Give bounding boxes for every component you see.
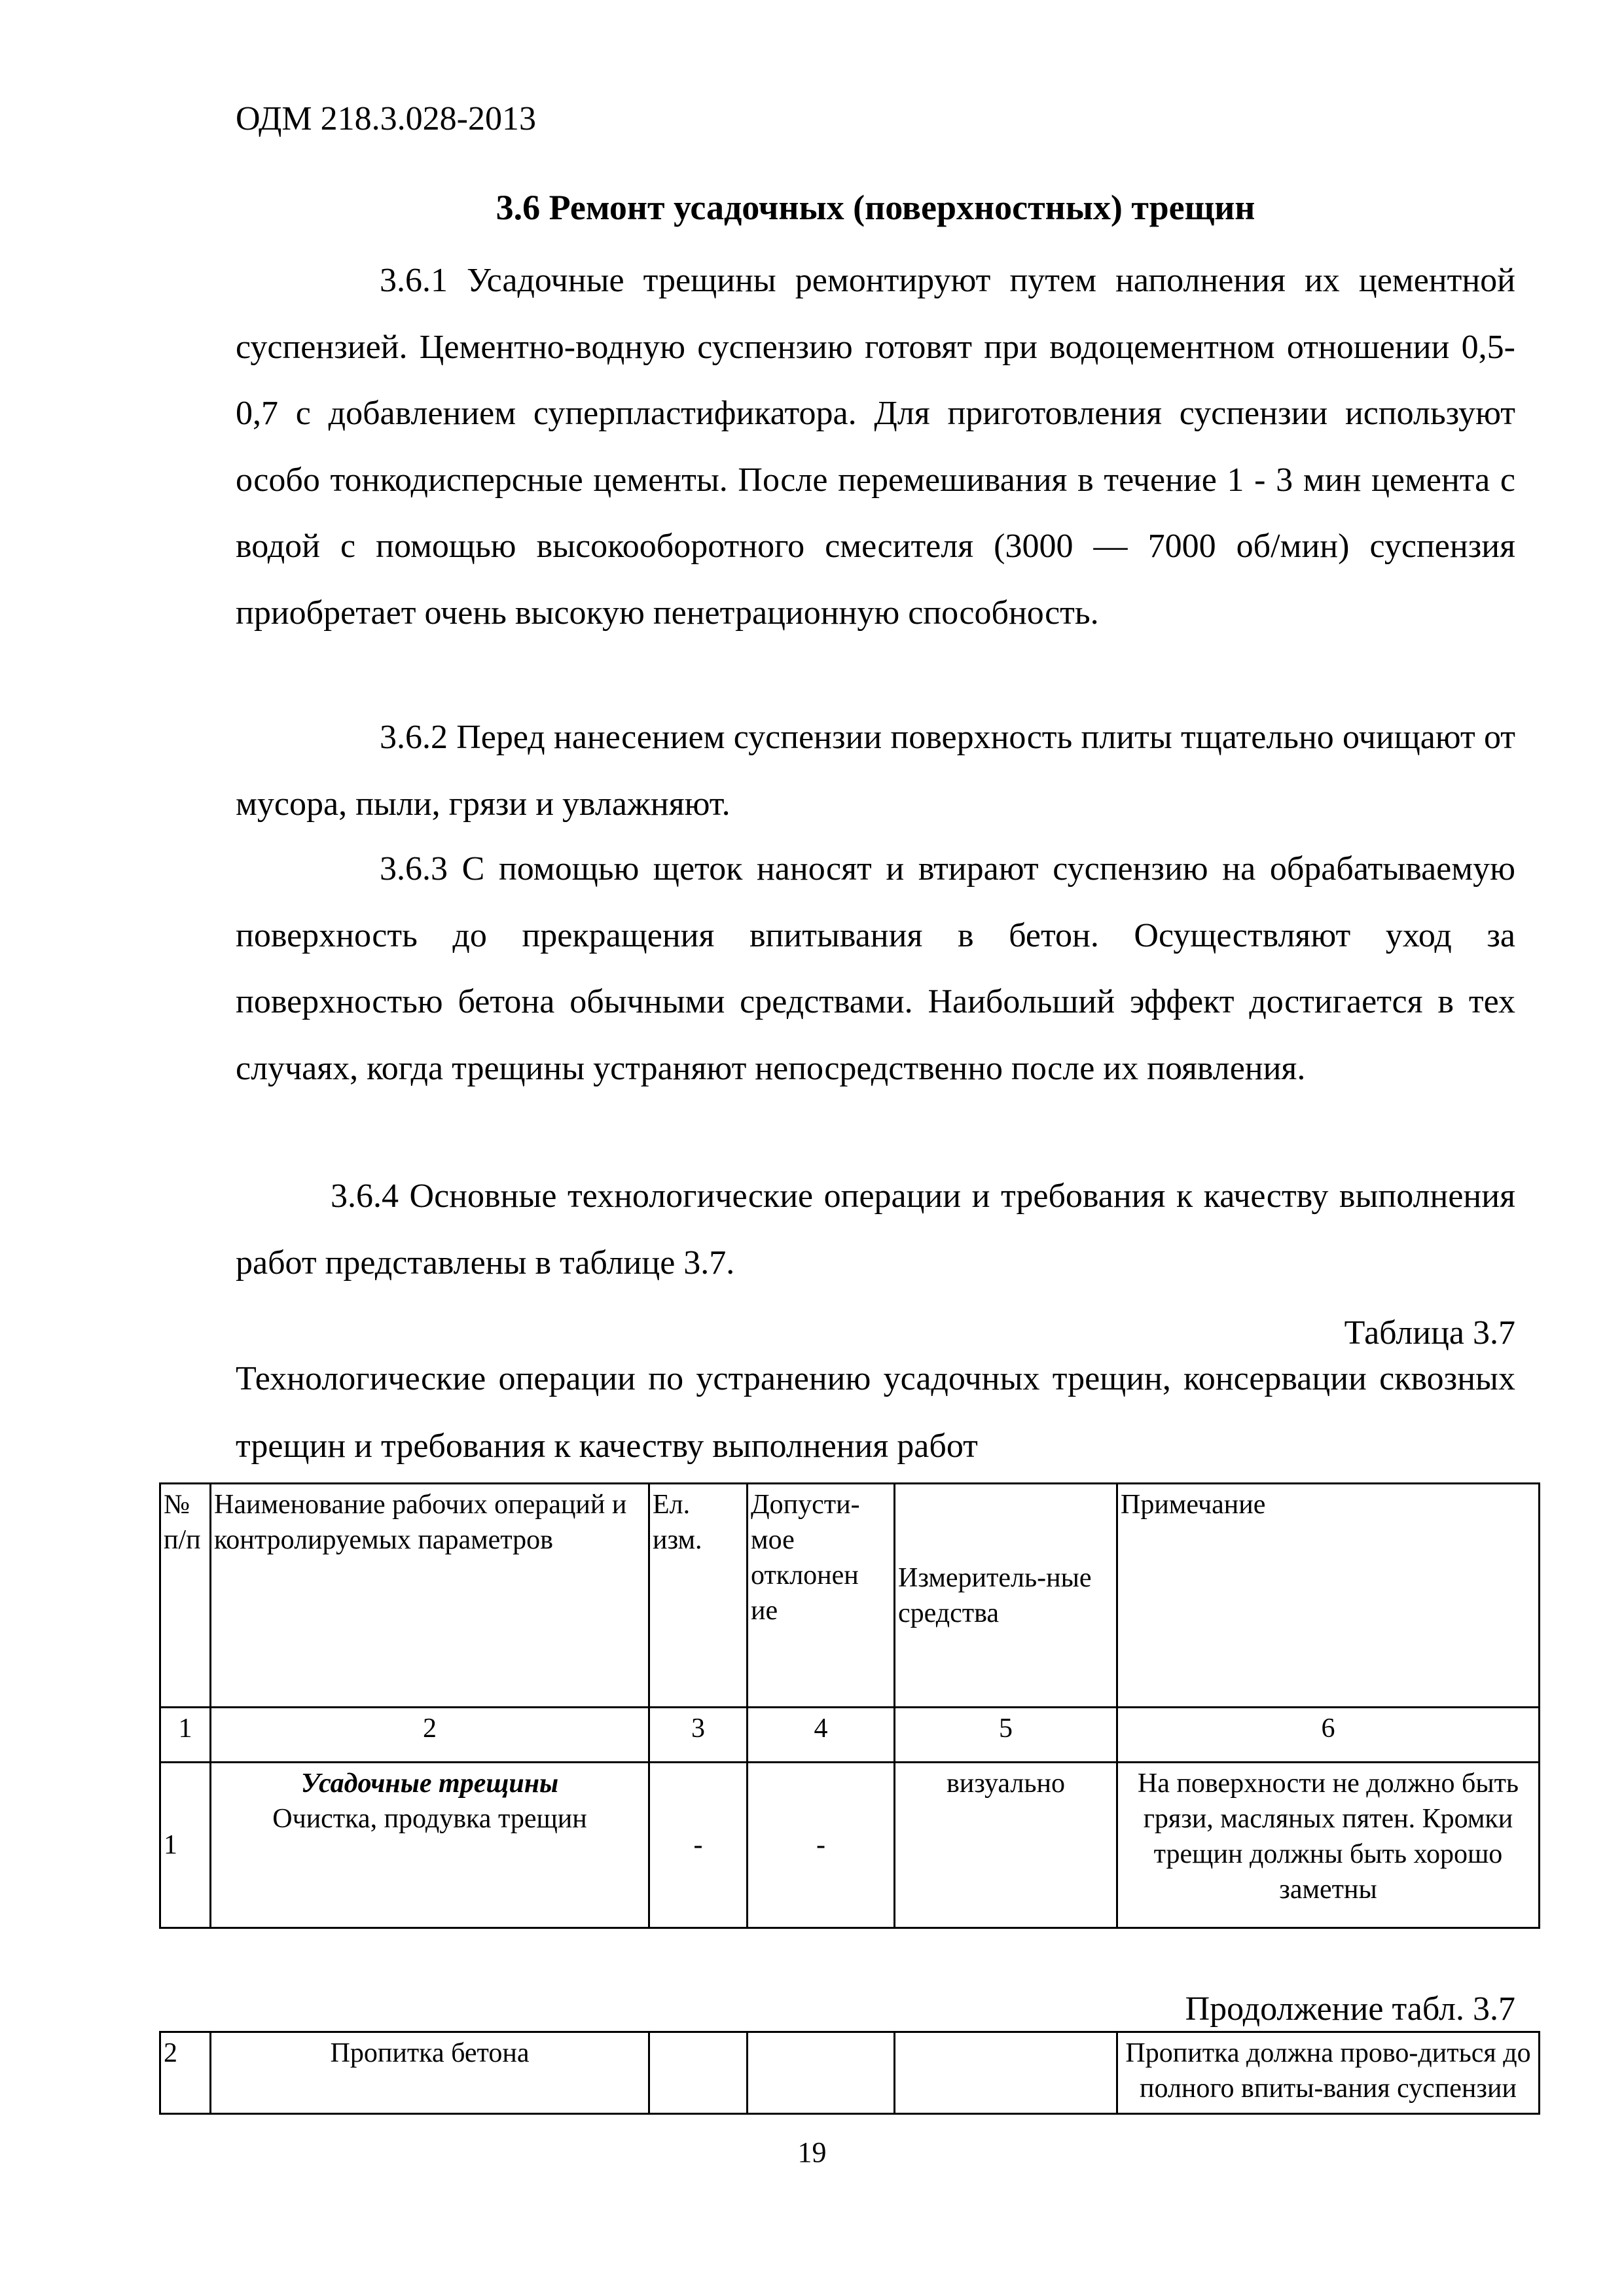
row-unit [649, 2032, 748, 2114]
row-note: На поверхности не должно быть грязи, масляных пятен. Кромки трещин должны быть хорошо заметны [1117, 1763, 1540, 1928]
header-unit: Ел. изм. [649, 1484, 748, 1708]
continuation-label: Продолжение табл. 3.7 [1185, 1990, 1515, 2028]
column-number: 5 [895, 1708, 1117, 1763]
document-code: ОДМ 218.3.028-2013 [236, 100, 536, 137]
row-tools: визуально [895, 1763, 1117, 1928]
table-row [160, 1763, 1540, 1928]
row-tolerance [748, 2032, 895, 2114]
row-num: 1 [160, 1763, 211, 1928]
paragraph-3-6-1: 3.6.1 Усадочные трещины ремонтируют путем наполнения их цементной суспензией. Цементно-водную суспензию готовят при водоцементном отношении 0,5- 0,7 с добавлением суперпластификатора. Для приготовления суспензии используют особо тонкодисперсные цементы. После перемешивания в течение 1 - 3 мин цемента с водой с помощью высокооборотного смесителя (3000 — 7000 об/мин) суспензия приобретает очень высокую пенетрационную способность. [236, 262, 1515, 632]
paragraph-3-6-3: 3.6.3 С помощью щеток наносят и втирают суспензию на обрабатываемую поверхность до прекращения впитывания в бетон. Осуществляют уход за поверхностью бетона обычными средствами. Наибольший эффект достигается в тех случаях, когда трещины устраняют непосредственно после их появления. [236, 850, 1515, 1087]
table-row [160, 2032, 1540, 2114]
column-number: 4 [748, 1708, 895, 1763]
continuation-table [159, 2031, 1540, 2115]
row-group-title: Усадочные трещины [300, 1768, 559, 1799]
paragraph-3-6-4: 3.6.4 Основные технологические операции и требования к качеству выполнения работ представлены в таблице 3.7. [236, 1177, 1515, 1282]
row-note: Пропитка должна прово-диться до полного впиты-вания суспензии [1117, 2032, 1540, 2114]
column-number: 1 [160, 1708, 211, 1763]
table-label: Таблица 3.7 [1344, 1314, 1515, 1352]
header-tolerance: Допусти-мое отклонен ие [748, 1484, 895, 1708]
header-note: Примечание [1117, 1484, 1540, 1708]
column-number: 3 [649, 1708, 748, 1763]
column-number: 6 [1117, 1708, 1540, 1763]
row-tolerance: - [748, 1763, 895, 1928]
table-caption: Технологические операции по устранению усадочных трещин, консервации сквозных трещин и требования к качеству выполнения работ [236, 1360, 1515, 1465]
row-operation: Очистка, продувка трещин [272, 1804, 587, 1834]
row-name [211, 1763, 649, 1928]
column-number-row [160, 1708, 1540, 1763]
operations-table [159, 1482, 1540, 1929]
table-header-row [160, 1484, 1540, 1708]
paragraph-3-6-2: 3.6.2 Перед нанесением суспензии поверхность плиты тщательно очищают от мусора, пыли, грязи и увлажняют. [236, 719, 1515, 823]
row-name: Пропитка бетона [211, 2032, 649, 2114]
header-tools: Измеритель-ные средства [895, 1484, 1117, 1708]
header-name: Наименование рабочих операций и контролируемых параметров [211, 1484, 649, 1708]
section-heading: 3.6 Ремонт усадочных (поверхностных) трещин [496, 188, 1255, 227]
row-unit: - [649, 1763, 748, 1928]
row-tools [895, 2032, 1117, 2114]
column-number: 2 [211, 1708, 649, 1763]
row-num: 2 [160, 2032, 211, 2114]
header-num: № п/п [160, 1484, 211, 1708]
page-number: 19 [797, 2136, 827, 2168]
